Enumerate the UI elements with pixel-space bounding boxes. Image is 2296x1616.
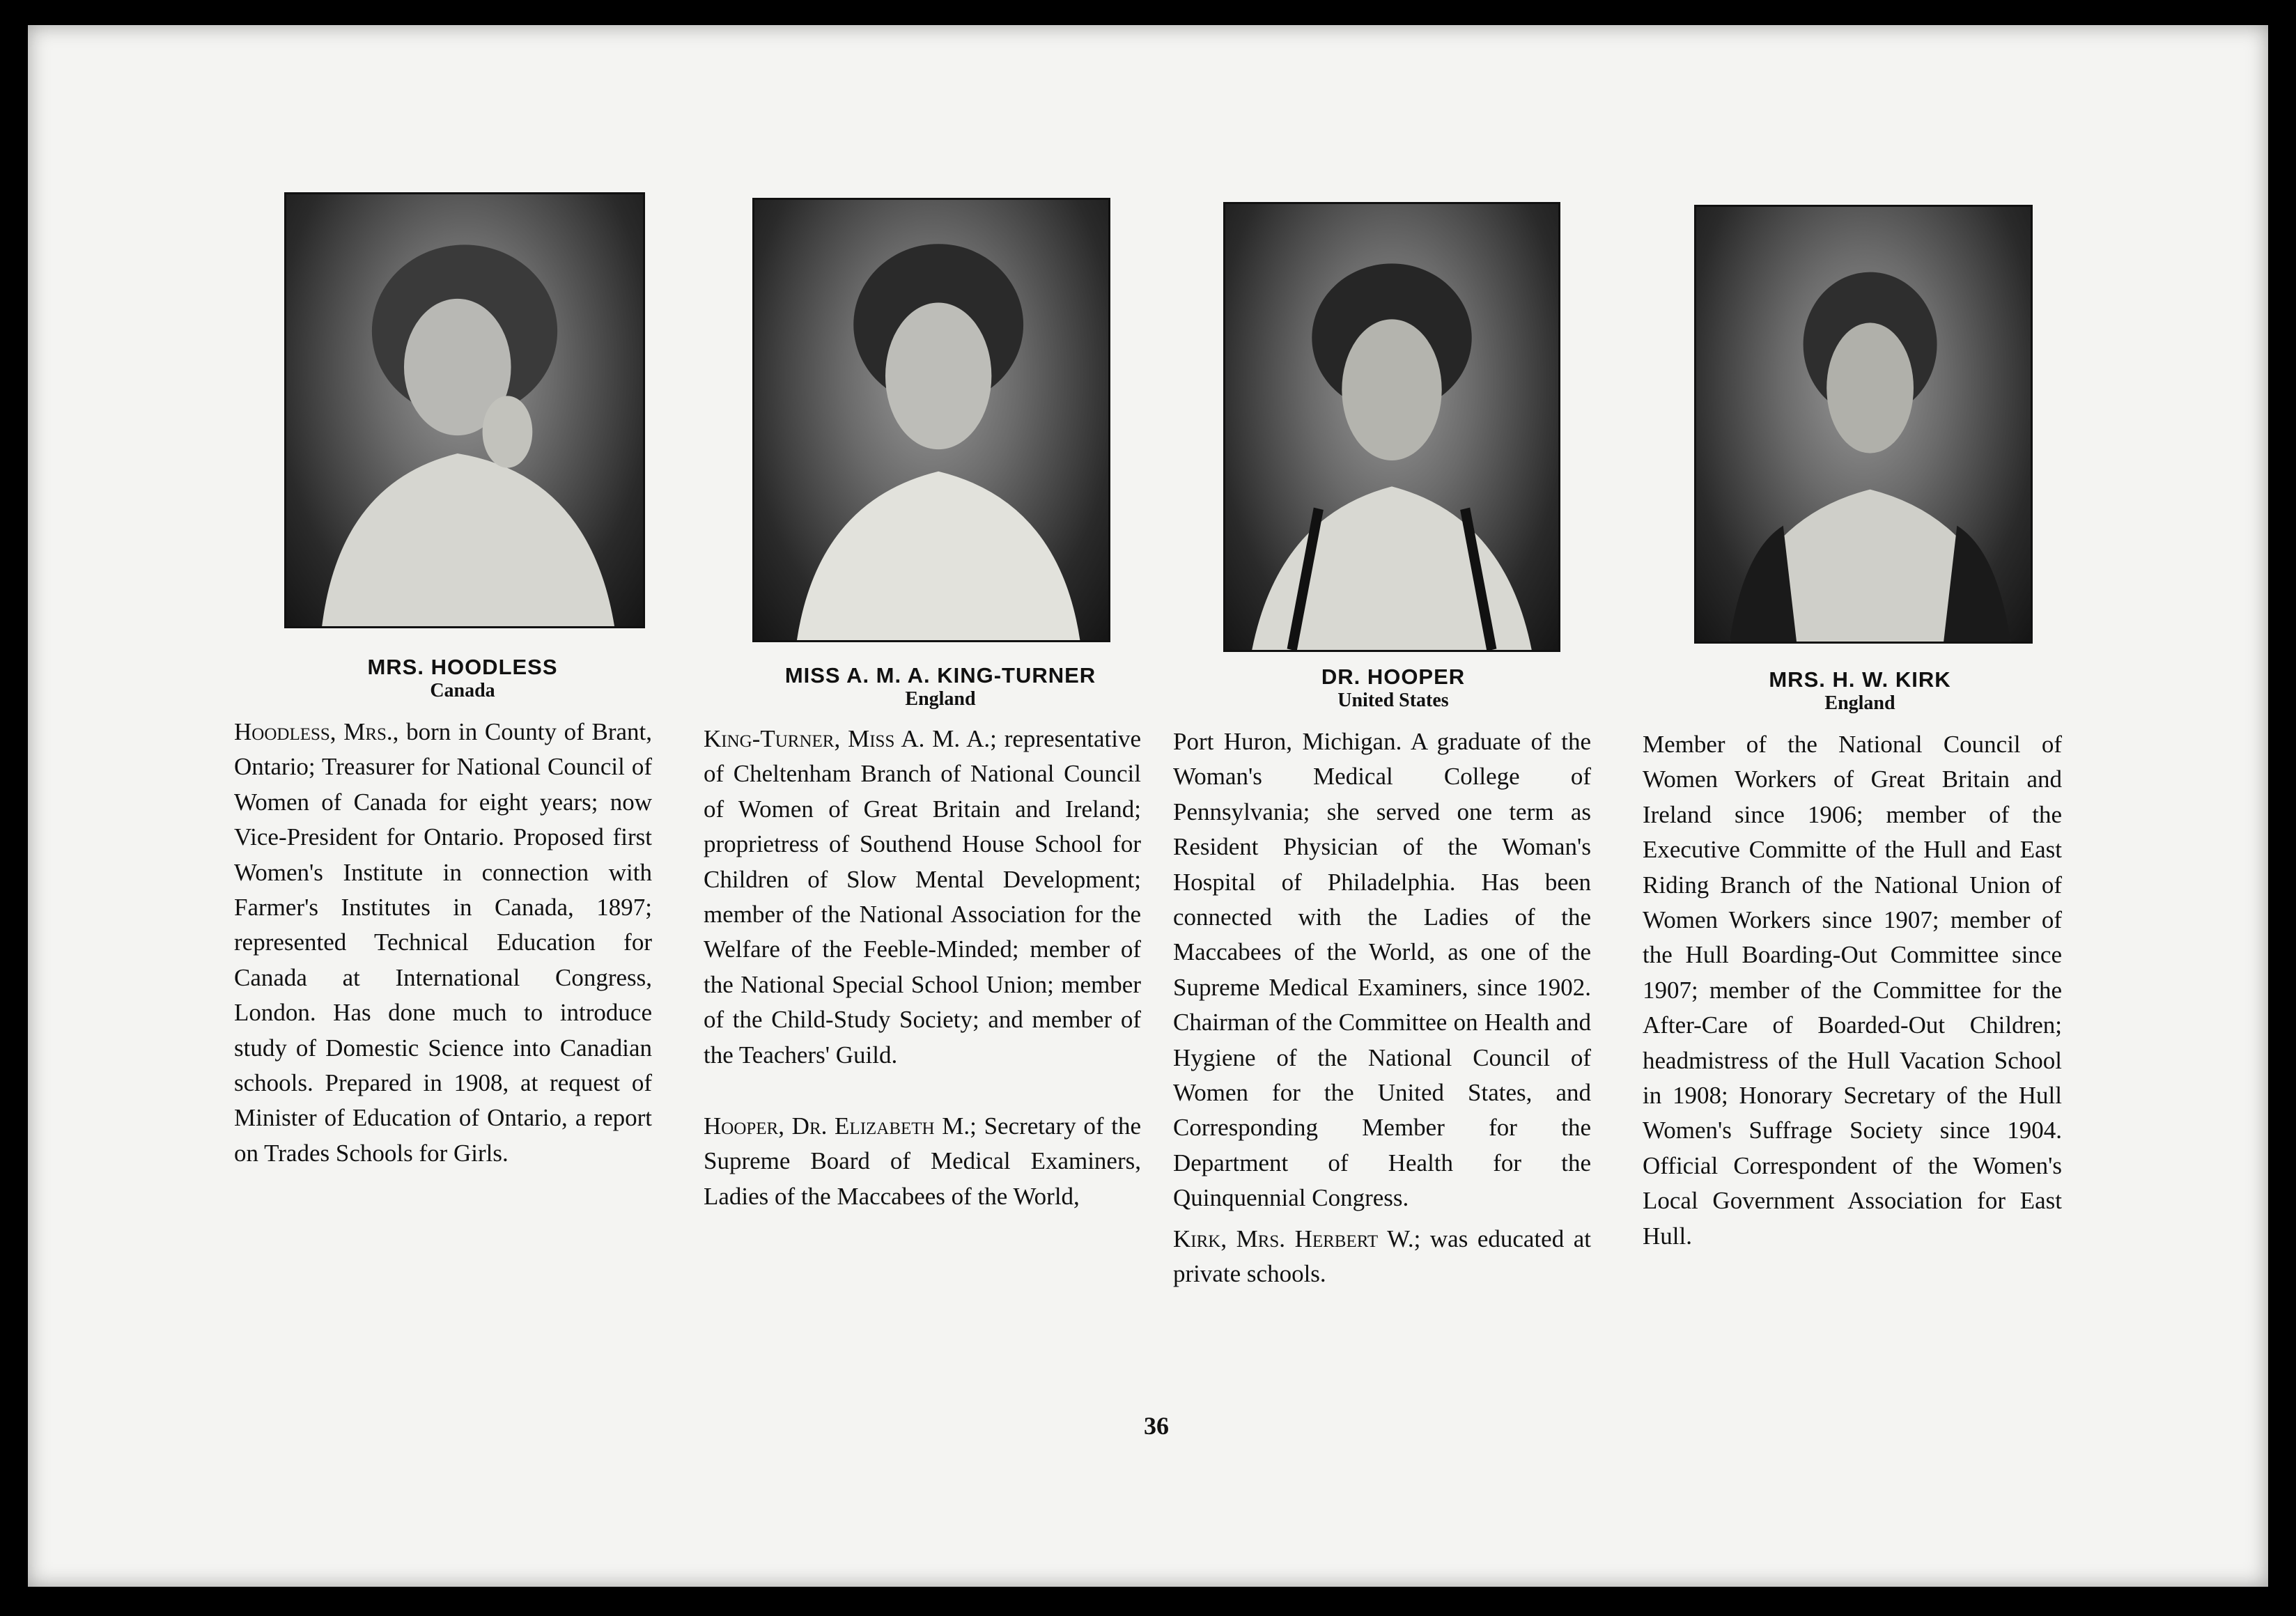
biography-column-3: [1173, 724, 1591, 1292]
portrait-country: England: [905, 687, 976, 710]
portrait-photo-hooper: [1223, 202, 1560, 652]
biography-text: representative of Cheltenham Branch of National Council of Women of Great Britain and Ireland; proprietress of Southend House School for Children of Slow Mental Development; member of the National Association for the Welfare of the Feeble-Minded; member of the National Special School Union; member of the Child-Study Society; and member of the Teachers' Guild.: [704, 725, 1141, 1069]
biography-column-1: [234, 715, 652, 1171]
caption-hoodless: [237, 655, 688, 702]
biography-column-2: [704, 722, 1141, 1214]
portrait-photo-hoodless: [284, 192, 645, 628]
portrait-name: MRS. HOODLESS: [367, 655, 558, 679]
caption-king-turner: [697, 663, 1184, 710]
portrait-country: United States: [1337, 689, 1449, 711]
biography-king-turner: [704, 722, 1141, 1073]
biography-kirk-continued: Member of the National Council of Women Workers of Great Britain and Ireland since 1906; member of the Executive Committe of the Hull and East Riding Branch of the National Union of Women Workers since 1907; member of the Hull Boarding-Out Committee since 1907; member of the Committee for the After-Care of Boarded-Out Children; headmistress of the Hull Vacation School in 1908; Honorary Secretary of the Hull Women's Suffrage Society since 1904. Official Correspondent of the Women's Local Government Association for East Hull.: [1643, 731, 2062, 1250]
biography-lead: Hooper, Dr. Elizabeth M.;: [704, 1112, 977, 1140]
book-page: [28, 25, 2268, 1587]
biography-kirk-start: [1173, 1222, 1591, 1292]
portrait-photo-king-turner: [752, 198, 1110, 642]
caption-hooper: [1184, 665, 1602, 712]
biography-lead: King-Turner, Miss A. M. A.;: [704, 725, 997, 752]
biography-lead: Kirk, Mrs. Herbert W.;: [1173, 1225, 1421, 1252]
portrait-name: MISS A. M. A. KING-TURNER: [784, 663, 1096, 687]
page-number: 36: [1144, 1412, 1169, 1440]
portrait-photo-kirk: [1694, 205, 2033, 644]
biography-text: born in County of Brant, Ontario; Treasurer for National Council of Women of Canada for eight years; now Vice-President for Ontario. Proposed first Women's Institute in connection with Farmer's Institutes in Canada, 1897; represented Technical Education for Canada at International Congress, London. Has done much to introduce study of Domestic Science into Canadian schools. Prepared in 1908, at request of Minister of Education of Ontario, a report on Trades Schools for Girls.: [234, 718, 652, 1167]
caption-kirk: [1651, 667, 2069, 715]
portrait-name: MRS. H. W. KIRK: [1769, 667, 1951, 692]
biography-hooper-continued: Port Huron, Michigan. A graduate of the Woman's Medical College of Pennsylvania; she served one term as Resident Physician of the Woman's Hospital of Philadelphia. Has been connected with the Ladies of the Maccabees of the World, as one of the Supreme Medical Examiners, since 1902. Chairman of the Committee on Health and Hygiene of the National Council of Women for the United States, and Corresponding Member for the Department of Health for the Quinquennial Congress.: [1173, 728, 1591, 1212]
portrait-country: England: [1824, 692, 1895, 714]
biography-hooper-start: [704, 1109, 1141, 1214]
biography-text: was educated at private schools.: [1173, 1225, 1591, 1288]
biography-lead: Hoodless, Mrs.,: [234, 718, 399, 745]
biography-column-4: [1643, 727, 2062, 1254]
portrait-country: Canada: [430, 679, 495, 701]
biography-text: Secretary of the Supreme Board of Medical Examiners, Ladies of the Maccabees of the World,: [704, 1112, 1141, 1210]
biography-hoodless: [234, 715, 652, 1171]
portrait-name: DR. HOOPER: [1321, 665, 1466, 689]
